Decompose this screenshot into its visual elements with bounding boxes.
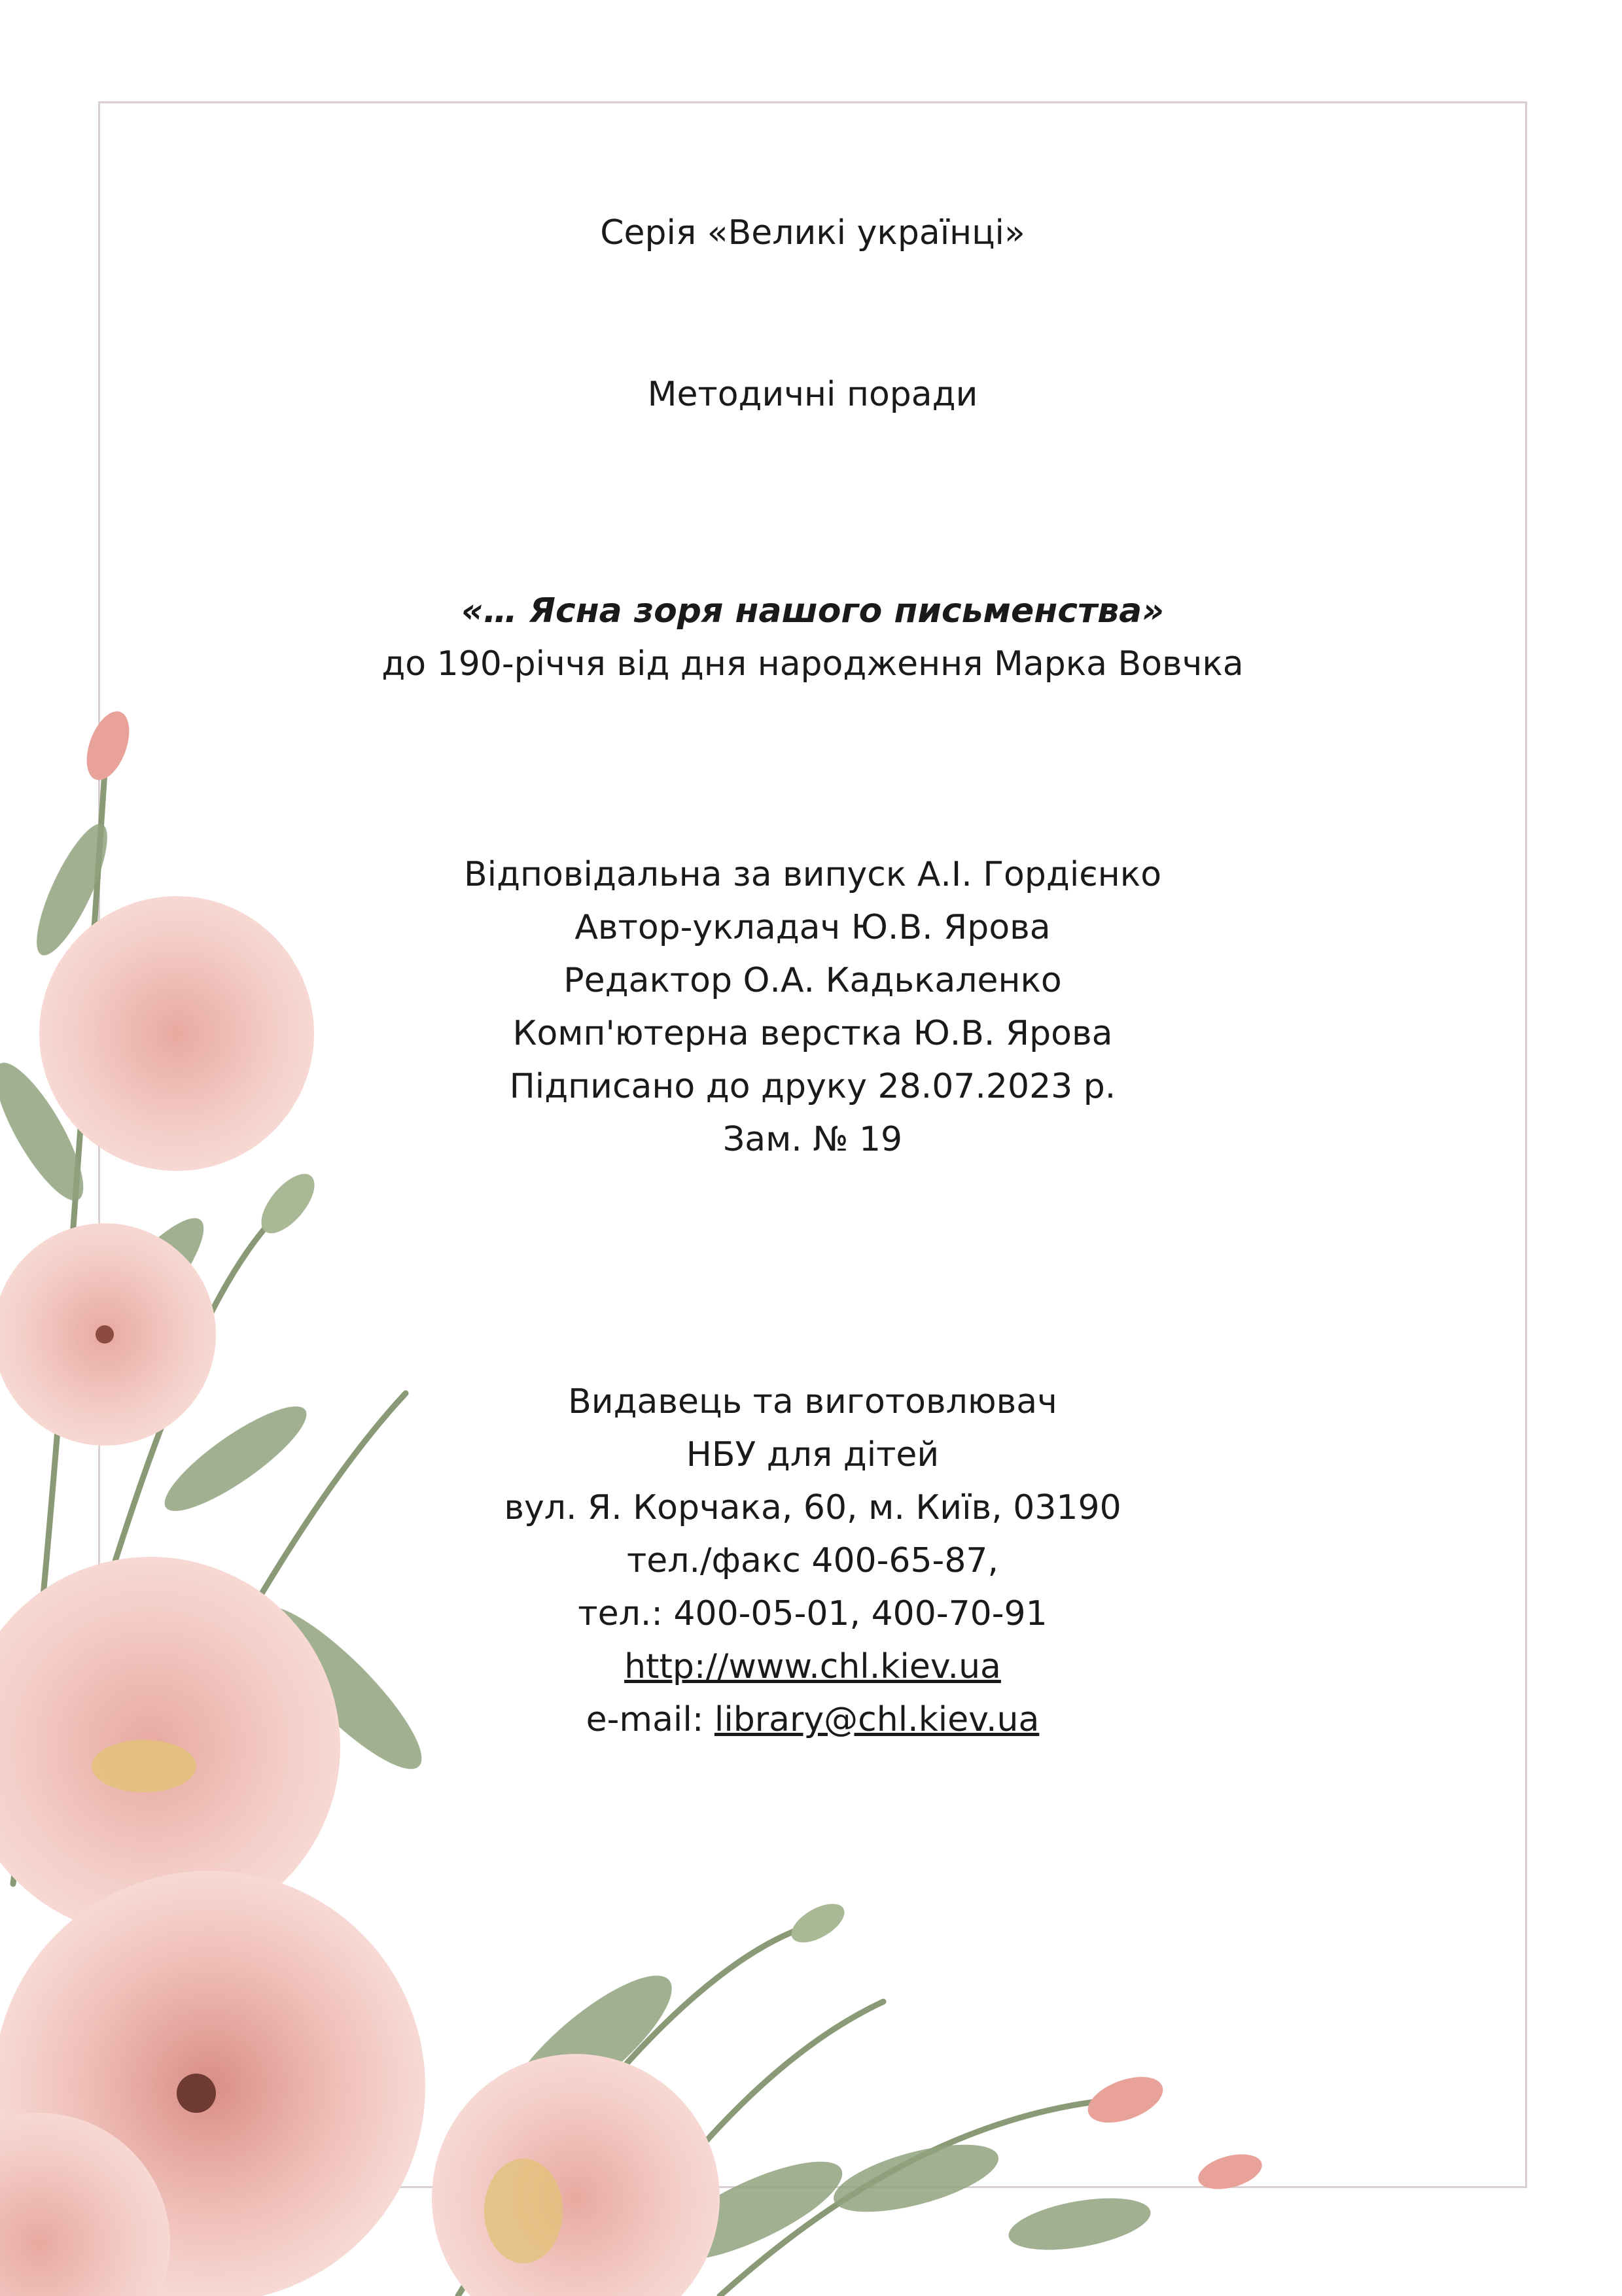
credit-line: Комп'ютерна верстка Ю.В. Ярова	[512, 1014, 1113, 1053]
doc-type-block	[98, 368, 1527, 421]
credit-line: Редактор О.А. Кадькаленко	[563, 961, 1062, 1000]
credit-line: Підписано до друку 28.07.2023 р.	[509, 1067, 1116, 1106]
series-title: Серія «Великі українці»	[600, 213, 1025, 252]
title-block	[98, 585, 1527, 691]
credits-block	[98, 848, 1527, 1166]
publisher-address: вул. Я. Корчака, 60, м. Київ, 03190	[504, 1488, 1121, 1527]
credit-line: Автор-укладач Ю.В. Ярова	[574, 908, 1051, 947]
website-link[interactable]: http://www.chl.kiev.ua	[624, 1647, 1001, 1686]
doc-type: Методичні поради	[647, 375, 978, 414]
email-line	[98, 1694, 1527, 1747]
publisher-fax: тел./факс 400-65-87,	[626, 1541, 999, 1580]
credit-line: Відповідальна за випуск А.І. Гордієнко	[463, 855, 1162, 894]
credit-line: Зам. № 19	[722, 1120, 903, 1159]
email-prefix: e-mail:	[586, 1700, 714, 1739]
main-title: «… Ясна зоря нашого письменства»	[461, 591, 1165, 631]
publisher-name: НБУ для дітей	[686, 1435, 940, 1474]
email-link[interactable]: library@chl.kiev.ua	[714, 1700, 1040, 1739]
subtitle: до 190-річчя від дня народження Марка Вовчка	[381, 644, 1244, 684]
publisher-label: Видавець та виготовлювач	[568, 1382, 1057, 1421]
header	[98, 207, 1527, 260]
publisher-phone: тел.: 400-05-01, 400-70-91	[578, 1594, 1048, 1633]
publisher-block	[98, 1376, 1527, 1747]
